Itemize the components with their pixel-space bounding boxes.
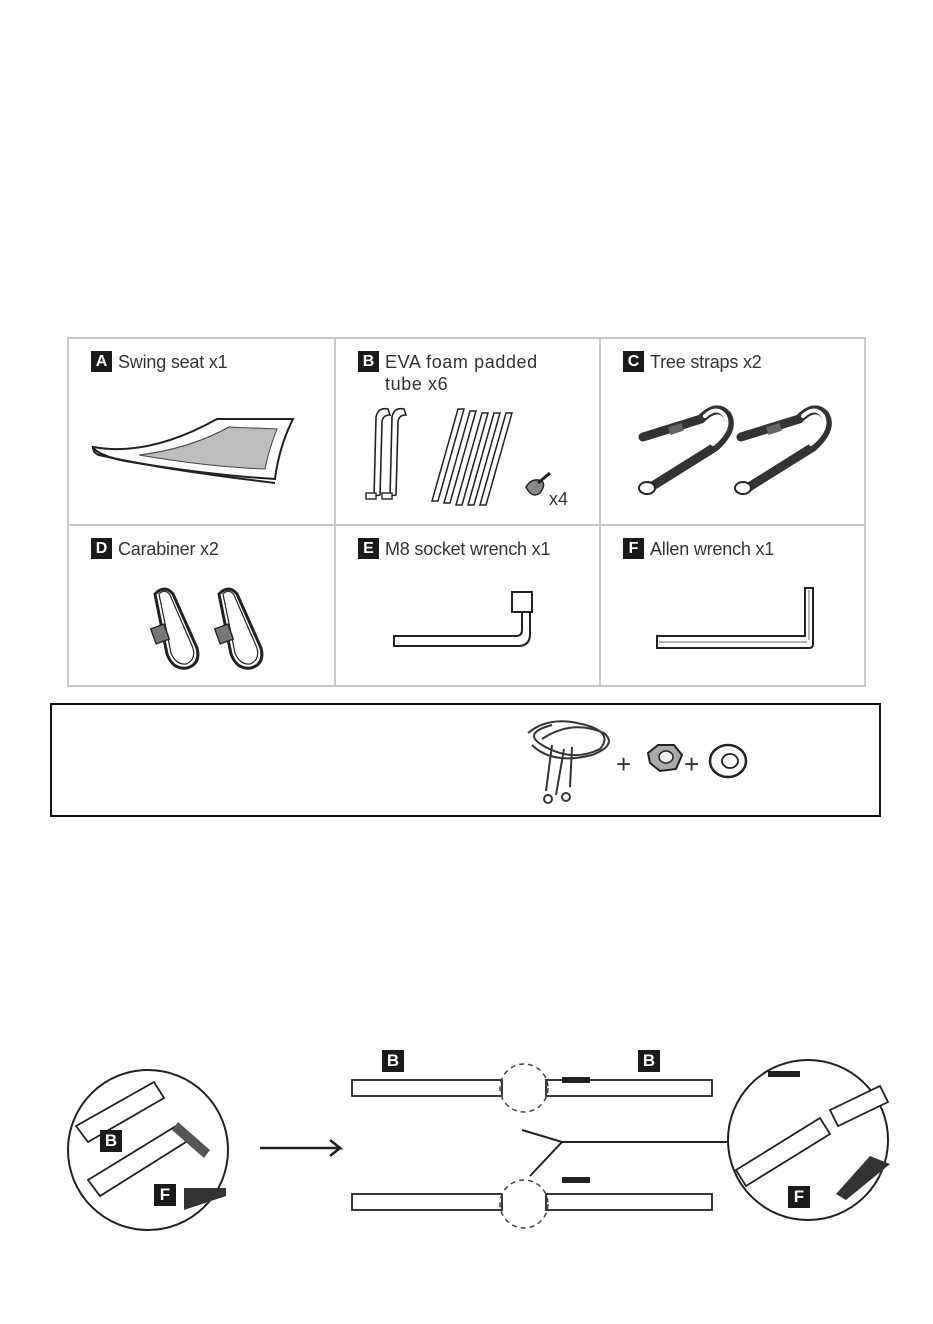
part-cell-d [69,526,336,685]
part-cell-f [601,526,864,685]
part-label: EVA foam padded tube x6 [385,352,538,394]
diagram-letter: F [788,1186,810,1208]
part-label: Swing seat x1 [118,352,228,372]
washer-icon [710,745,746,777]
tube-label: B [638,1050,660,1072]
flow-arrow [260,1140,340,1156]
tree-strap-icon [631,391,851,501]
plus-sign-1: + [616,749,632,779]
diagram-letter: B [100,1130,122,1152]
part-cell-b [336,339,601,526]
assembly-diagram [60,1030,910,1240]
swing-seat-icon [89,407,299,487]
parts-table [67,337,866,687]
screw-quantity: x4 [549,489,569,509]
part-label: Allen wrench x1 [650,539,775,559]
part-cell-a [69,339,336,526]
hardware-box [50,703,881,817]
hardware-illustration [52,705,879,815]
tube-assembly [352,1080,712,1210]
part-label: Tree straps x2 [650,352,762,372]
part-letter: B [358,351,379,372]
part-cell-e [336,526,601,685]
part-letter: D [91,538,112,559]
part-letter: C [623,351,644,372]
part-label: Carabiner x2 [118,539,219,559]
safety-cord-icon [528,721,609,803]
part-letter: E [358,538,379,559]
plus-sign-2: + [684,749,700,779]
socket-wrench-icon [390,586,540,658]
tube-label: B [382,1050,404,1072]
nut-icon [648,745,682,771]
part-label: M8 socket wrench x1 [385,539,551,559]
padded-tube-icon [360,401,580,511]
part-cell-c [601,339,864,526]
allen-wrench-icon [653,584,823,654]
left-detail-circle [68,1070,228,1230]
carabiner-icon [135,582,275,678]
part-letter: F [623,538,644,559]
diagram-letter: F [154,1184,176,1206]
part-letter: A [91,351,112,372]
